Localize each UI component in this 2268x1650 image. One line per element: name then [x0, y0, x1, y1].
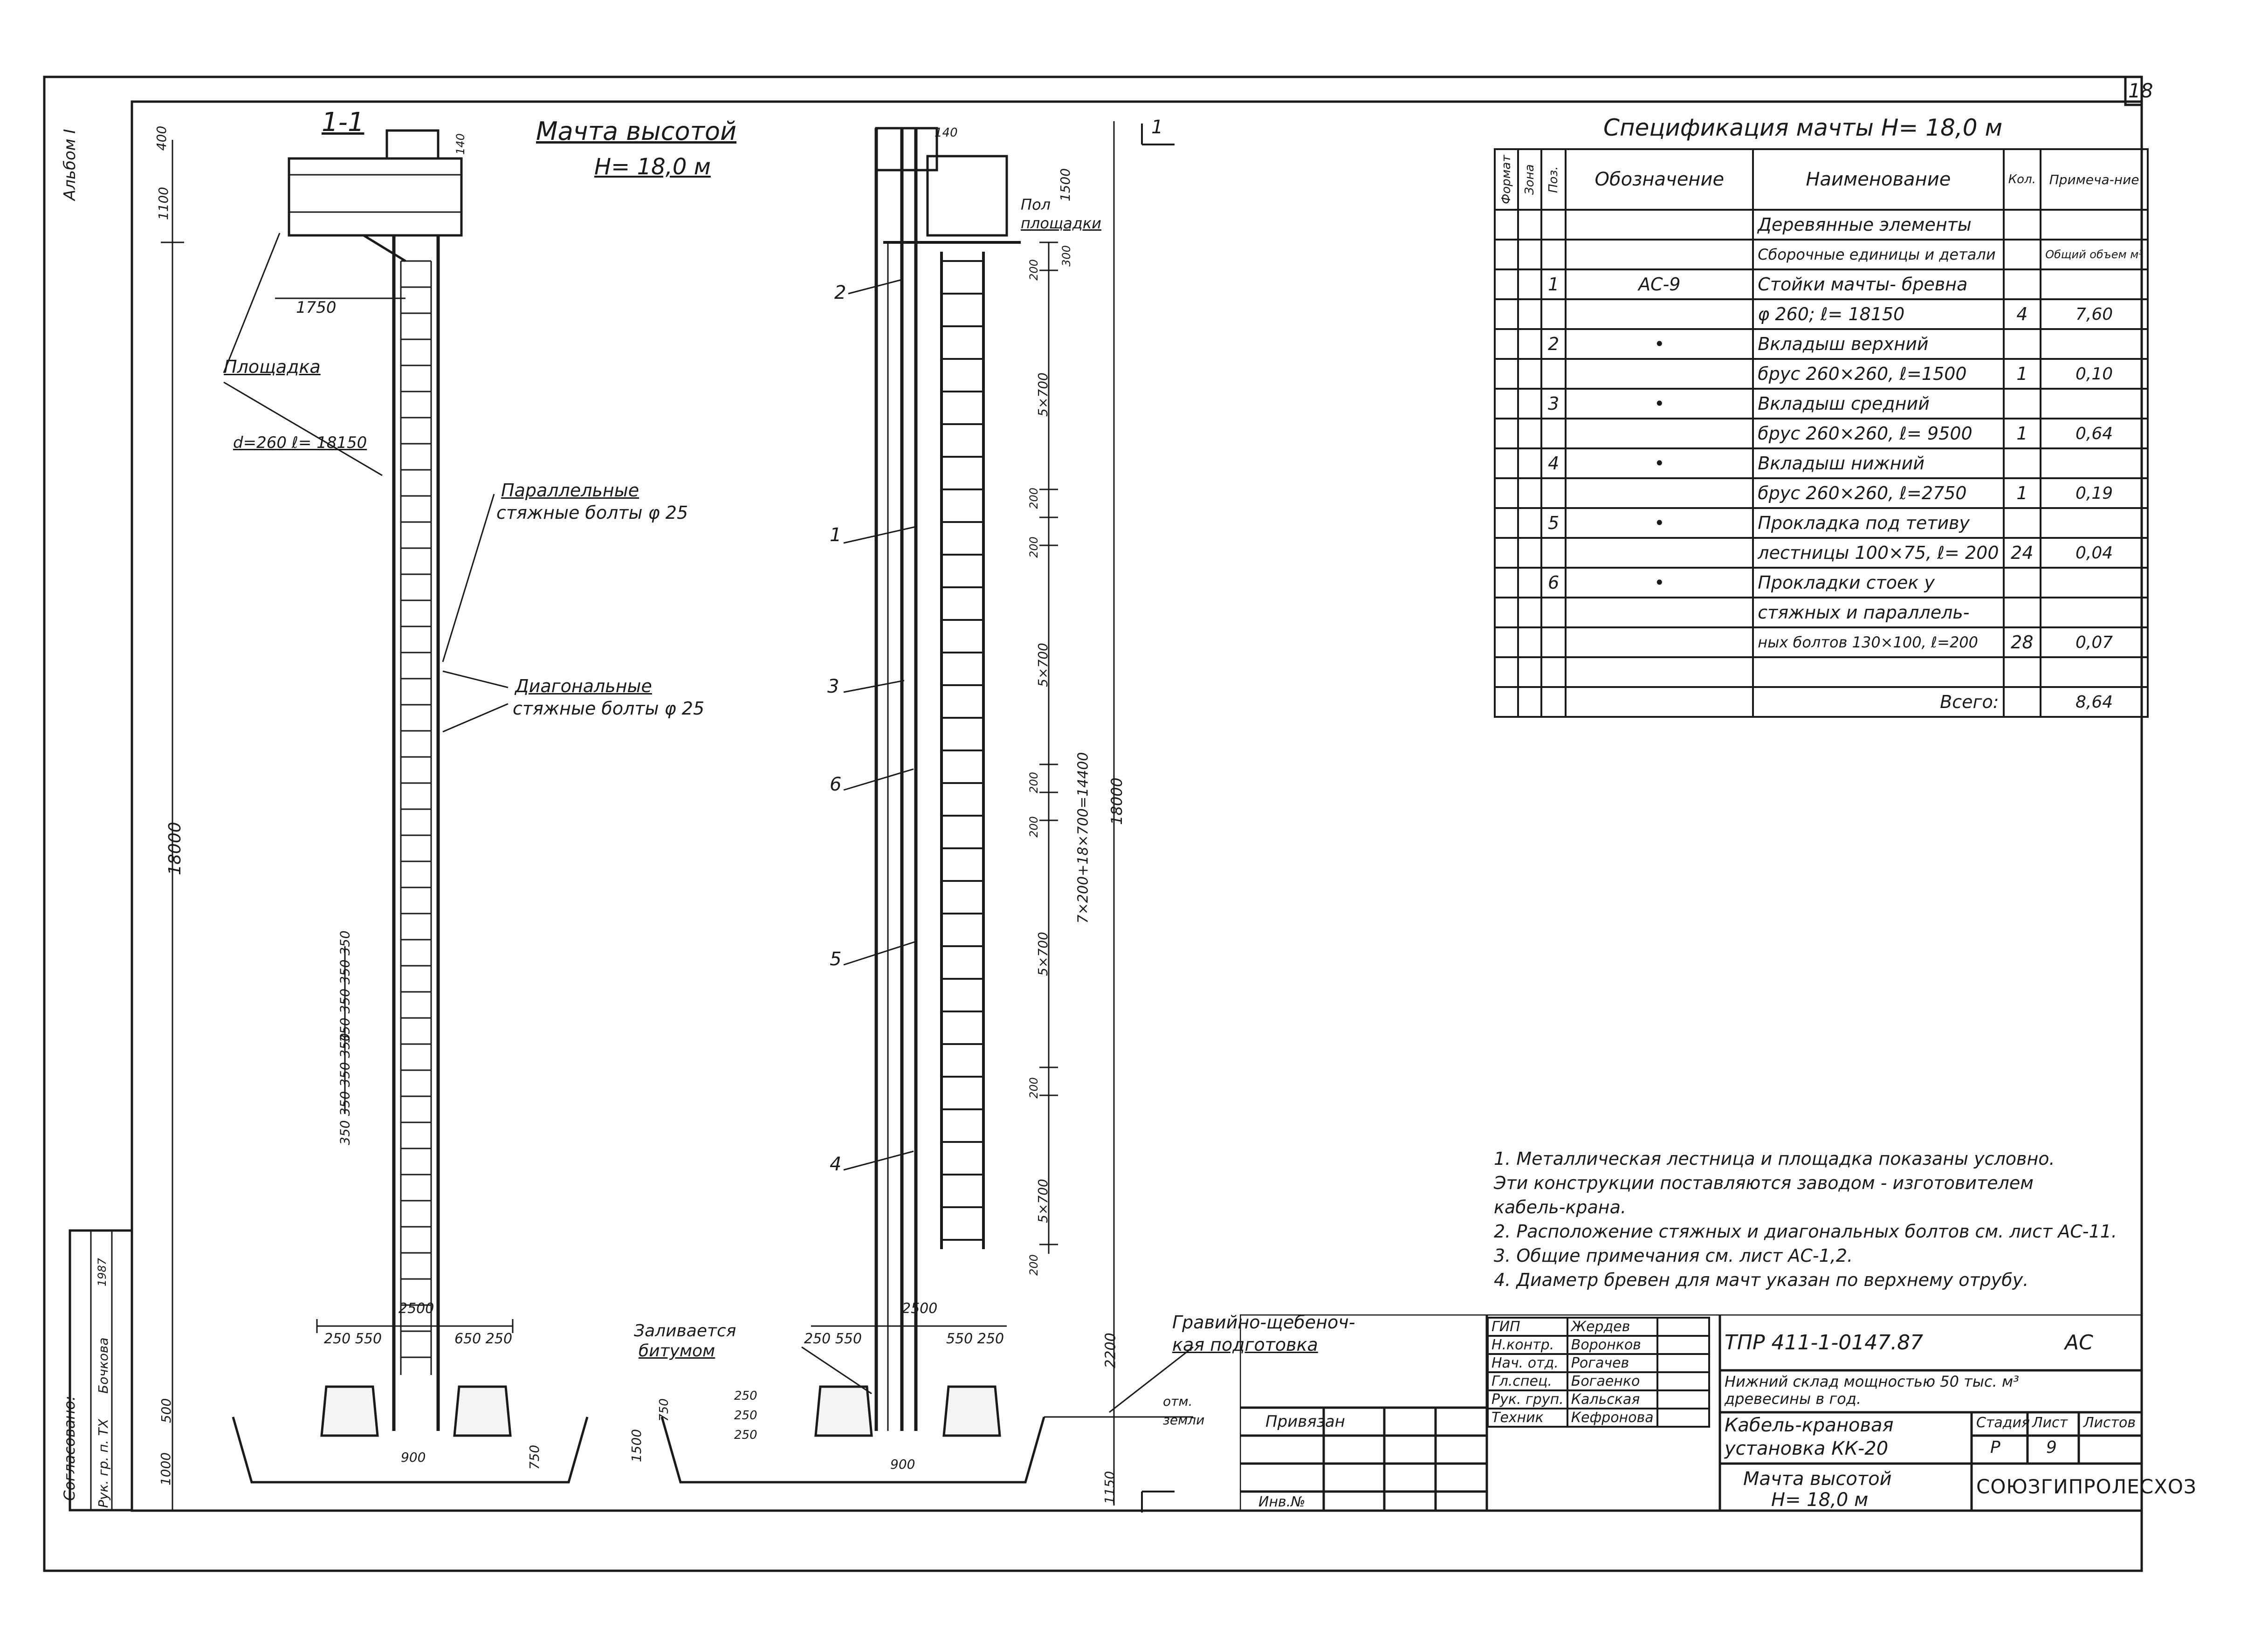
spec-cell-note [2041, 210, 2148, 240]
spec-cell-designation [1566, 538, 1753, 568]
mast-title-line1: Мачта высотой [536, 117, 737, 146]
spec-cell-name: брус 260×260, ℓ=1500 [1753, 359, 2003, 389]
spec-cell-note: 0,07 [2041, 627, 2148, 657]
spec-cell-qty: 24 [2004, 538, 2041, 568]
poz-1: 1 [830, 524, 842, 546]
spec-cell-pos: 4 [1541, 448, 1566, 478]
signature-row [1488, 1409, 1709, 1427]
poz-3: 3 [827, 676, 839, 697]
project-line1: Нижний склад мощностью 50 тыс. м³ [1725, 1373, 2019, 1390]
signature-row [1488, 1372, 1709, 1390]
ground-line2: земли [1163, 1412, 1205, 1428]
spec-cell-name: Вкладыш средний [1753, 389, 2003, 419]
spec-cell-pos: 2 [1541, 329, 1566, 359]
spec-cell-pos: 1 [1541, 269, 1566, 299]
left-mast-elevation [161, 131, 587, 1510]
spec-row [1495, 627, 2148, 657]
dim-right-8: 5×700 [1035, 932, 1051, 976]
spec-cell-format [1495, 269, 1518, 299]
object-line2: установка КК-20 [1725, 1438, 1889, 1459]
spec-cell-name: Вкладыш верхний [1753, 329, 2003, 359]
spec-cell-qty [2004, 508, 2041, 538]
spec-cell-designation: • [1566, 389, 1753, 419]
spec-cell-pos: 6 [1541, 568, 1566, 598]
signature-mark [1657, 1354, 1709, 1372]
spec-row [1495, 329, 2148, 359]
spec-header-zone: Зона [1518, 149, 1541, 210]
spec-cell-designation [1566, 240, 1753, 269]
spec-cell-note: 0,64 [2041, 419, 2148, 448]
spec-cell-name [1753, 657, 2003, 687]
dim-2500-left: 2500 [399, 1300, 434, 1317]
spec-cell-designation [1566, 657, 1753, 687]
dim-250-550-left: 250 550 [324, 1331, 382, 1347]
signature-mark [1657, 1390, 1709, 1409]
ground-line1: отм. [1163, 1394, 1193, 1409]
dim-right-7: 200 [1027, 816, 1040, 838]
signature-mark [1657, 1318, 1709, 1336]
spec-title: Спецификация мачты H= 18,0 м [1603, 114, 2003, 141]
parallel-bolts-line2: стяжные болты φ 25 [496, 502, 688, 523]
dim-right-1: 300 [1059, 245, 1073, 267]
dim-right-11: 200 [1027, 1254, 1040, 1276]
sheet-number: 18 [2128, 79, 2153, 102]
spec-cell-note: Общий объем м³ [2041, 240, 2148, 269]
spec-cell-note [2041, 389, 2148, 419]
dim-right-4: 200 [1027, 536, 1040, 558]
spec-cell-qty [2004, 598, 2041, 627]
spec-header-name: Наименование [1753, 149, 2003, 210]
approved-label: Согласовано: [61, 1396, 78, 1501]
spec-cell-name: Вкладыш нижний [1753, 448, 2003, 478]
spec-cell-designation [1566, 299, 1753, 329]
spec-cell-format [1495, 568, 1518, 598]
spec-cell-qty: 1 [2004, 419, 2041, 448]
spec-row [1495, 299, 2148, 329]
dim-900-right: 900 [890, 1457, 915, 1472]
spec-cell-note [2041, 329, 2148, 359]
spec-cell-zone [1518, 448, 1541, 478]
spec-cell-zone [1518, 508, 1541, 538]
spec-row [1495, 568, 2148, 598]
spec-cell-pos [1541, 359, 1566, 389]
stage-value: Р [1990, 1438, 2000, 1457]
spec-row [1495, 687, 2148, 717]
spec-cell-format [1495, 240, 1518, 269]
dim-250-b: 250 [734, 1409, 757, 1423]
dim-2500-right: 2500 [902, 1300, 938, 1317]
spec-cell-format [1495, 687, 1518, 717]
spec-cell-zone [1518, 627, 1541, 657]
spec-cell-name: брус 260×260, ℓ= 9500 [1753, 419, 2003, 448]
dim-250-c: 250 [734, 1428, 757, 1442]
dim-right-10: 5×700 [1035, 1179, 1051, 1223]
spec-header-note: Примеча-ние [2041, 149, 2148, 210]
spec-row [1495, 448, 2148, 478]
spec-header-format: Формат [1495, 149, 1518, 210]
spec-row [1495, 240, 2148, 269]
spec-cell-note: 7,60 [2041, 299, 2148, 329]
spec-cell-note [2041, 508, 2148, 538]
spec-header-row [1495, 149, 2148, 210]
spec-cell-note: 0,19 [2041, 478, 2148, 508]
spec-cell-qty [2004, 269, 2041, 299]
spec-cell-note: 8,64 [2041, 687, 2148, 717]
signature-mark [1657, 1372, 1709, 1390]
spec-cell-designation: • [1566, 508, 1753, 538]
spec-cell-name: брус 260×260, ℓ=2750 [1753, 478, 2003, 508]
spec-cell-pos [1541, 478, 1566, 508]
spec-cell-designation: • [1566, 568, 1753, 598]
dim-900-left: 900 [401, 1450, 426, 1465]
organization: СОЮЗГИПРОЛЕСХОЗ [1976, 1475, 2197, 1498]
dim-total-ladder: 7×200+18×700=14400 [1075, 752, 1092, 924]
spec-cell-name: Прокладки стоек у [1753, 568, 2003, 598]
spec-cell-designation [1566, 627, 1753, 657]
spec-cell-pos [1541, 627, 1566, 657]
note-line: 1. Металлическая лестница и площадка показаны условно. [1494, 1148, 2055, 1169]
dim-1750: 1750 [296, 298, 337, 317]
dim-350-bottom: 350 350 350 350 [337, 1033, 353, 1145]
spec-cell-pos: 5 [1541, 508, 1566, 538]
spec-cell-name: Всего: [1753, 687, 2003, 717]
bitumen-line2: битумом [639, 1341, 715, 1361]
dim-1000-left: 1000 [158, 1452, 174, 1486]
spec-cell-format [1495, 508, 1518, 538]
signature-name: Жердев [1567, 1318, 1657, 1336]
spec-cell-pos [1541, 538, 1566, 568]
spec-cell-zone [1518, 299, 1541, 329]
signature-row [1488, 1336, 1709, 1354]
parallel-bolts-line1: Параллельные [501, 480, 639, 501]
spec-cell-zone [1518, 687, 1541, 717]
signature-name: Кефронова [1567, 1409, 1657, 1427]
spec-cell-designation: • [1566, 448, 1753, 478]
spec-cell-format [1495, 210, 1518, 240]
note-line: кабель-крана. [1494, 1197, 1627, 1217]
spec-cell-pos [1541, 419, 1566, 448]
spec-cell-format [1495, 478, 1518, 508]
spec-header-pos: Поз. [1541, 149, 1566, 210]
drawing-line2: H= 18,0 м [1771, 1489, 1869, 1511]
spec-cell-format [1495, 598, 1518, 627]
dim-1500-found: 1500 [629, 1429, 645, 1463]
doc-mark: АС [2065, 1331, 2093, 1354]
dim-250-a: 250 [734, 1389, 757, 1403]
spec-cell-qty: 28 [2004, 627, 2041, 657]
spec-cell-designation [1566, 598, 1753, 627]
spec-cell-format [1495, 627, 1518, 657]
poz-5: 5 [830, 949, 842, 970]
spec-cell-note [2041, 657, 2148, 687]
gravel-line2: кая подготовка [1172, 1334, 1318, 1355]
diagonal-bolts-line1: Диагональные [515, 676, 652, 696]
spec-cell-zone [1518, 419, 1541, 448]
doc-code: ТПР 411-1-0147.87 [1725, 1331, 1924, 1354]
dim-18000-left: 18000 [165, 822, 185, 875]
spec-cell-pos [1541, 687, 1566, 717]
gravel-line1: Гравийно-щебеноч- [1172, 1312, 1355, 1333]
stage-header: Стадия [1976, 1415, 2030, 1431]
spec-row [1495, 478, 2148, 508]
signature-row [1488, 1318, 1709, 1336]
spec-cell-note: 0,04 [2041, 538, 2148, 568]
spec-cell-qty: 1 [2004, 478, 2041, 508]
poz-6: 6 [830, 774, 842, 795]
dim-right-0: 200 [1027, 259, 1040, 281]
approved-role: Рук. гр. п. ТХ [96, 1419, 111, 1508]
project-line2: древесины в год. [1725, 1390, 1862, 1408]
spec-cell-format [1495, 657, 1518, 687]
spec-cell-zone [1518, 359, 1541, 389]
spec-cell-format [1495, 359, 1518, 389]
dim-250-550-right: 250 550 [804, 1331, 862, 1347]
spec-cell-qty: 4 [2004, 299, 2041, 329]
spec-cell-name: стяжных и параллель- [1753, 598, 2003, 627]
sheet-header: Лист [2032, 1415, 2068, 1431]
signature-role: Техник [1488, 1409, 1567, 1427]
spec-header-qty: Кол. [2004, 149, 2041, 210]
spec-cell-qty [2004, 389, 2041, 419]
object-line1: Кабель-крановая [1725, 1415, 1894, 1436]
spec-cell-designation [1566, 419, 1753, 448]
spec-cell-format [1495, 538, 1518, 568]
spec-cell-pos [1541, 657, 1566, 687]
spec-cell-name: ных болтов 130×100, ℓ=200 [1753, 627, 2003, 657]
sheet-value: 9 [2046, 1438, 2057, 1457]
dim-right-3: 200 [1027, 488, 1040, 509]
spec-cell-name: φ 260; ℓ= 18150 [1753, 299, 2003, 329]
spec-row [1495, 508, 2148, 538]
spec-cell-zone [1518, 240, 1541, 269]
spec-row [1495, 359, 2148, 389]
spec-cell-designation: АС-9 [1566, 269, 1753, 299]
signature-role: Гл.спец. [1488, 1372, 1567, 1390]
spec-cell-pos: 3 [1541, 389, 1566, 419]
binding-label: Привязан [1265, 1412, 1345, 1431]
poz-2: 2 [834, 282, 846, 303]
notes [1494, 1147, 2117, 1292]
section-mark-right: 1 [1151, 117, 1163, 138]
section-mark: 1-1 [322, 107, 364, 138]
platform-floor-line1: Пол [1021, 196, 1051, 213]
signature-row [1488, 1390, 1709, 1409]
mast-title-line2: H= 18,0 м [594, 154, 711, 180]
spec-cell-zone [1518, 329, 1541, 359]
spec-header-designation: Обозначение [1566, 149, 1753, 210]
dim-350-top: 350 350 350 350 [337, 930, 353, 1043]
spec-cell-format [1495, 419, 1518, 448]
spec-cell-format [1495, 448, 1518, 478]
spec-cell-zone [1518, 538, 1541, 568]
dim-750-right: 750 [657, 1398, 671, 1422]
note-line: 2. Расположение стяжных и диагональных болтов см. лист АС-11. [1494, 1221, 2117, 1242]
dim-550-250-right: 550 250 [946, 1331, 1004, 1347]
album-label: Альбом I [61, 129, 79, 200]
dim-140-right: 140 [935, 126, 958, 140]
log-label: d=260 ℓ= 18150 [233, 433, 367, 452]
spec-cell-zone [1518, 269, 1541, 299]
spec-cell-note [2041, 269, 2148, 299]
spec-cell-format [1495, 329, 1518, 359]
diagonal-bolts-line2: стяжные болты φ 25 [513, 698, 705, 719]
spec-cell-designation [1566, 687, 1753, 717]
section-arrow [1142, 124, 1175, 1512]
spec-cell-pos [1541, 240, 1566, 269]
dim-1150: 1150 [1102, 1471, 1118, 1505]
signature-role: Рук. груп. [1488, 1390, 1567, 1409]
spec-cell-name: Сборочные единицы и детали [1753, 240, 2003, 269]
spec-row [1495, 419, 2148, 448]
spec-cell-qty [2004, 240, 2041, 269]
spec-cell-zone [1518, 568, 1541, 598]
spec-cell-zone [1518, 389, 1541, 419]
spec-cell-name: Деревянные элементы [1753, 210, 2003, 240]
signature-name: Кальская [1567, 1390, 1657, 1409]
sheets-header: Листов [2083, 1415, 2136, 1431]
platform-floor-line2: площадки [1021, 214, 1101, 232]
spec-cell-name: Стойки мачты- бревна [1753, 269, 2003, 299]
signature-mark [1657, 1409, 1709, 1427]
spec-cell-pos [1541, 299, 1566, 329]
signature-name: Рогачев [1567, 1354, 1657, 1372]
signature-row [1488, 1354, 1709, 1372]
spec-cell-qty [2004, 568, 2041, 598]
signature-mark [1657, 1336, 1709, 1354]
dim-top: 400 [154, 125, 170, 151]
spec-cell-qty: 1 [2004, 359, 2041, 389]
dim-1100: 1100 [156, 186, 172, 220]
spec-cell-zone [1518, 657, 1541, 687]
bitumen-line1: Заливается [634, 1321, 736, 1341]
spec-cell-zone [1518, 478, 1541, 508]
poz-4: 4 [830, 1154, 842, 1175]
dim-right-2: 5×700 [1035, 372, 1051, 417]
spec-cell-qty [2004, 657, 2041, 687]
note-line: Эти конструкции поставляются заводом - изготовителем [1494, 1173, 2034, 1193]
spec-cell-designation: • [1566, 329, 1753, 359]
spec-cell-note [2041, 568, 2148, 598]
approved-name: Бочкова [96, 1337, 111, 1394]
spec-row [1495, 269, 2148, 299]
dim-140: 140 [454, 133, 467, 155]
spec-cell-note: 0,10 [2041, 359, 2148, 389]
spec-cell-note [2041, 598, 2148, 627]
dim-2200: 2200 [1102, 1333, 1119, 1368]
platform-label: Площадка [224, 357, 321, 377]
signature-role: ГИП [1488, 1318, 1567, 1336]
dim-18000-right: 18000 [1107, 777, 1126, 825]
spec-cell-zone [1518, 210, 1541, 240]
title-block-signatures [1487, 1317, 1710, 1428]
spec-cell-format [1495, 299, 1518, 329]
dim-right-5: 5×700 [1035, 643, 1051, 687]
dim-750-left: 750 [527, 1444, 543, 1470]
drawing-line1: Мачта высотой [1743, 1468, 1892, 1490]
signature-name: Богаенко [1567, 1372, 1657, 1390]
spec-cell-qty [2004, 210, 2041, 240]
approved-date: 1987 [96, 1258, 109, 1286]
dim-650-250-left: 650 250 [454, 1331, 513, 1347]
spec-row [1495, 210, 2148, 240]
dim-1500-right: 1500 [1058, 168, 1073, 202]
spec-cell-zone [1518, 598, 1541, 627]
spec-cell-name: Прокладка под тетиву [1753, 508, 2003, 538]
spec-cell-designation [1566, 478, 1753, 508]
spec-table [1494, 148, 2149, 718]
spec-cell-format [1495, 389, 1518, 419]
inv-label: Инв.№ [1258, 1494, 1306, 1510]
spec-cell-pos [1541, 210, 1566, 240]
spec-cell-qty [2004, 687, 2041, 717]
spec-cell-note [2041, 448, 2148, 478]
spec-cell-qty [2004, 448, 2041, 478]
spec-cell-designation [1566, 210, 1753, 240]
signature-name: Воронков [1567, 1336, 1657, 1354]
dim-right-9: 200 [1027, 1077, 1040, 1099]
note-line: 4. Диаметр бревен для мачт указан по верхнему отрубу. [1494, 1270, 2029, 1290]
dim-right-6: 200 [1027, 772, 1040, 793]
signature-role: Н.контр. [1488, 1336, 1567, 1354]
spec-row [1495, 598, 2148, 627]
spec-cell-designation [1566, 359, 1753, 389]
dim-500-left: 500 [158, 1398, 174, 1423]
spec-cell-qty [2004, 329, 2041, 359]
note-line: 3. Общие примечания см. лист АС-1,2. [1494, 1245, 1853, 1266]
spec-row [1495, 657, 2148, 687]
spec-cell-pos [1541, 598, 1566, 627]
signature-role: Нач. отд. [1488, 1354, 1567, 1372]
spec-row [1495, 538, 2148, 568]
spec-cell-name: лестницы 100×75, ℓ= 200 [1753, 538, 2003, 568]
spec-row [1495, 389, 2148, 419]
